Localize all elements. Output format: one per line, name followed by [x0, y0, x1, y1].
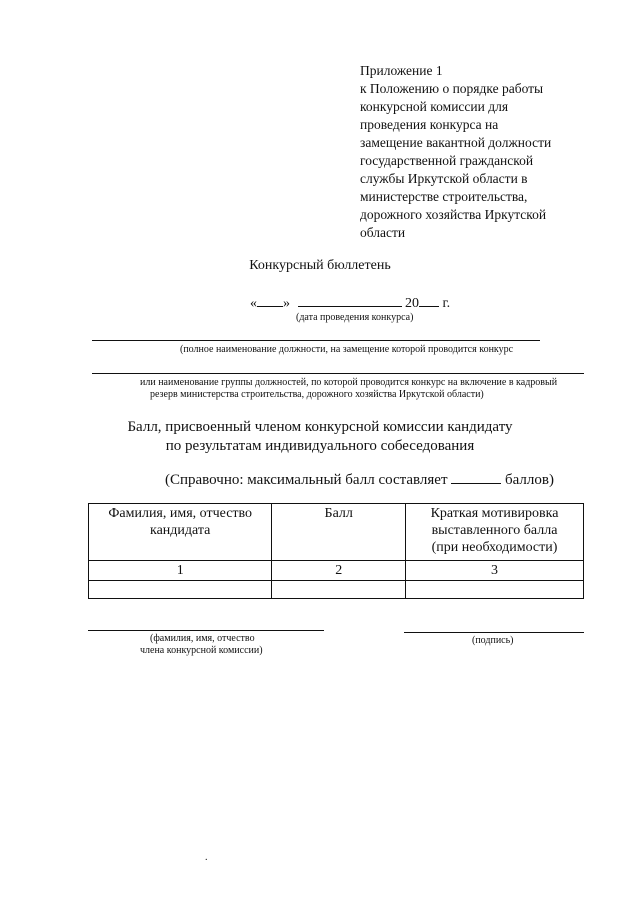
header-motivation: [406, 504, 584, 561]
header-text: Краткая мотивировка: [430, 506, 559, 521]
document-title: Конкурсный бюллетень: [249, 258, 391, 273]
score-heading-line2: по результатам индивидуального собеседования: [165, 438, 475, 454]
appendix-line: к Положению о порядке работы: [360, 81, 544, 96]
max-score-reference: [165, 470, 554, 489]
appendix-line: министерстве строительства,: [360, 189, 528, 204]
score-heading: [0, 418, 640, 456]
signature-line[interactable]: [404, 632, 584, 633]
table-row: [89, 581, 584, 599]
header-text: Балл: [324, 506, 353, 521]
max-score-blank[interactable]: [451, 470, 501, 484]
position-name-line[interactable]: [92, 340, 540, 341]
header-score: [272, 504, 406, 561]
open-quote: «: [250, 296, 257, 311]
member-name-line[interactable]: [88, 630, 324, 631]
column-number: 3: [406, 561, 584, 581]
appendix-block: [360, 62, 620, 242]
column-number: 2: [272, 561, 406, 581]
appendix-line: государственной гражданской: [360, 153, 534, 168]
group-caption-line1: или наименование группы должностей, по которой проводится конкурс на включение в кадровый: [140, 377, 558, 388]
member-name-caption-line1: (фамилия, имя, отчество: [150, 633, 255, 644]
appendix-line: конкурсной комиссии для: [360, 99, 509, 114]
year-suffix: г.: [442, 296, 451, 311]
appendix-line: проведения конкурса на: [360, 117, 499, 132]
header-text: Фамилия, имя, отчество: [108, 506, 253, 521]
year-blank[interactable]: [419, 293, 439, 307]
reference-prefix: (Справочно: максимальный балл составляет: [165, 472, 448, 488]
candidate-name-cell[interactable]: [89, 581, 272, 599]
group-name-line[interactable]: [92, 373, 584, 374]
column-number: 1: [89, 561, 272, 581]
score-heading-line1: Балл, присвоенный членом конкурсной комиссии кандидату: [127, 419, 513, 435]
appendix-line: дорожного хозяйства Иркутской: [360, 207, 547, 222]
date-line: [250, 293, 450, 312]
reference-suffix: баллов): [505, 472, 554, 488]
header-text: выставленного балла: [431, 523, 558, 538]
appendix-line: службы Иркутской области в: [360, 171, 528, 186]
close-quote: »: [283, 296, 290, 311]
signature-caption: (подпись): [472, 635, 514, 646]
position-caption: (полное наименование должности, на замещение которой проводится конкурс: [180, 344, 514, 355]
member-name-caption-line2: члена конкурсной комиссии): [140, 645, 263, 656]
date-caption: (дата проведения конкурса): [296, 312, 414, 323]
appendix-line: Приложение 1: [360, 63, 443, 78]
month-blank[interactable]: [298, 293, 402, 307]
year-prefix: 20: [405, 296, 419, 311]
header-candidate-name: [89, 504, 272, 561]
header-text: (при необходимости): [431, 540, 558, 555]
footer-mark: .: [205, 852, 208, 863]
table-header-row: [89, 504, 584, 561]
table-number-row: [89, 561, 584, 581]
header-text: кандидата: [150, 523, 211, 538]
appendix-line: замещение вакантной должности: [360, 135, 552, 150]
day-blank[interactable]: [257, 293, 283, 307]
score-table: [88, 503, 584, 599]
group-caption-line2: резерв министерства строительства, дорожного хозяйства Иркутской области): [150, 389, 484, 400]
motivation-cell[interactable]: [406, 581, 584, 599]
appendix-line: области: [360, 225, 406, 240]
score-cell[interactable]: [272, 581, 406, 599]
